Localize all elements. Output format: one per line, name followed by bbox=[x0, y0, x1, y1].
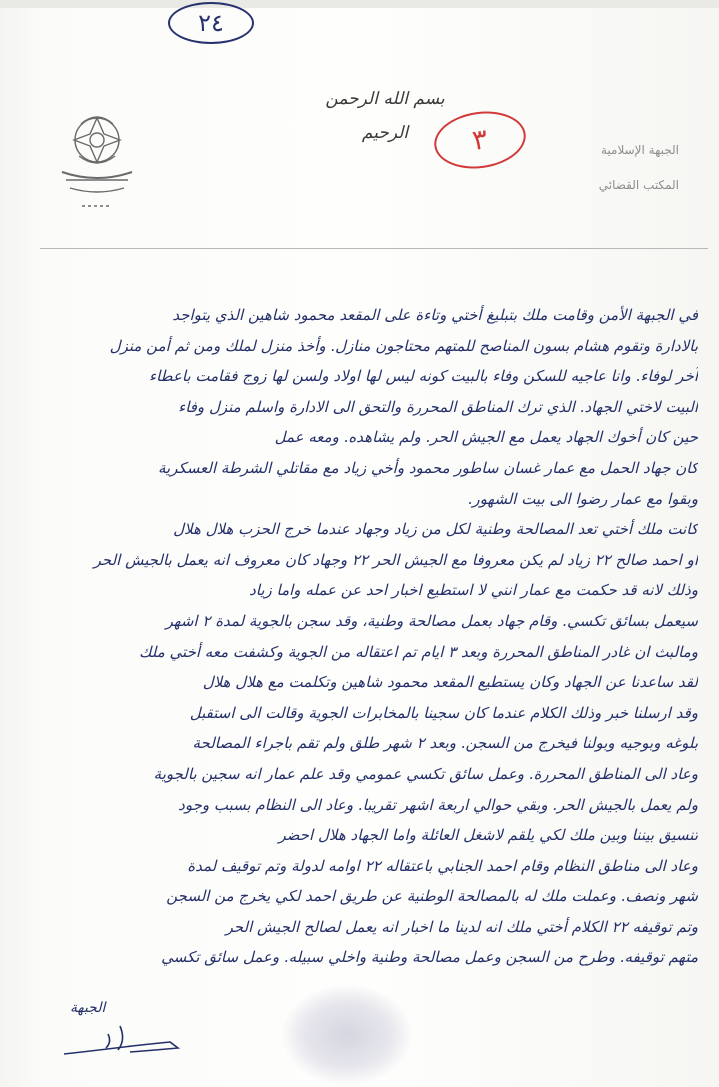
text-line: آخر لوفاء. وانا عاجيه للسكن وفاء بالبيت كونه ليس لها اولاد ولسن لها زوج فقامت باعطاء bbox=[149, 367, 698, 386]
header-divider bbox=[40, 248, 708, 249]
basmala-stamp: بسم الله الرحمن الرحيم bbox=[325, 89, 445, 143]
handwritten-text-body bbox=[58, 300, 698, 973]
folio-number-circle: ٢٤ bbox=[168, 2, 254, 44]
text-line: البيت لاختي الجهاد. الذي ترك المناطق المحررة والتحق الى الادارة واسلم منزل وفاء bbox=[178, 397, 698, 416]
text-line: لقد ساعدنا عن الجهاد وكان يستطيع المقعد محمود شاهين وتكلمت مع هلال هلال bbox=[202, 673, 698, 692]
org-name: الجبهة الإسلامية bbox=[600, 143, 679, 157]
signature-icon bbox=[60, 1020, 190, 1060]
text-line: ولم يعمل بالجيش الحر. وبقي حوالي اربعة اشهر تقريبا. وعاد الى النظام بسبب وجود bbox=[178, 795, 698, 814]
text-line: تنسيق بيننا وبين ملك لكي يلقم لاشغل العائلة واما الجهاد هلال احضر bbox=[278, 826, 698, 845]
org-logo-icon bbox=[52, 110, 142, 220]
top-edge bbox=[0, 0, 719, 8]
text-line: وقد ارسلنا خبر وذلك الكلام عندما كان سجينا بالمخابرات الجوية وقالت الى استقبل bbox=[189, 703, 698, 722]
text-line: بلوغه وبوجيه وبولنا فيخرج من السجن. وبعد ٢ شهر طلق ولم تقم باجراء المصالحة bbox=[192, 734, 698, 753]
signature-label: الجبهة bbox=[70, 1000, 106, 1016]
text-line: حين كان أخوك الجهاد يعمل مع الجيش الحر. ولم يشاهده. ومعه عمل bbox=[274, 428, 698, 447]
text-line: وذلك لانه قد حكمت مع عمار انني لا استطيع اخبار احد عن عمله واما زياد bbox=[249, 581, 698, 600]
org-unit: المكتب القضائي bbox=[598, 178, 679, 192]
text-line: سيعمل بسائق تكسي. وقام جهاد بعمل مصالحة وطنية، وقد سجن بالجوية لمدة ٢ اشهر bbox=[165, 611, 698, 630]
text-line: وتم توقيفه ٢٢ الكلام أختي ملك انه لدينا ما اخبار انه يعمل لصالح الجيش الحر bbox=[225, 917, 698, 936]
text-line: وبقوا مع عمار رضوا الى بيت الشهور. bbox=[467, 489, 698, 508]
page-number-mark: ٣ bbox=[431, 106, 530, 174]
fingerprint-icon bbox=[282, 985, 412, 1085]
org-header bbox=[599, 142, 679, 212]
text-line: شهر ونصف. وعملت ملك له بالمصالحة الوطنية عن طريق احمد لكي يخرج من السجن bbox=[166, 887, 698, 906]
text-line: بالادارة وتقوم هشام بسون المناصح للمتهم محتاجون منازل. وأخذ منزل لملك ومن ثم أمن منزل bbox=[109, 336, 698, 355]
text-line: وعاد الى مناطق النظام وقام احمد الجنابي باعتقاله ٢٢ اوامه لدولة وتم توقيف لمدة bbox=[187, 856, 698, 875]
text-line: متهم توقيفه. وطرح من السجن وعمل مصالحة وطنية واخلي سبيله. وعمل سائق تكسي bbox=[161, 948, 698, 967]
text-line: وعاد الى المناطق المحررة. وعمل سائق تكسي عمومي وقد علم عمار انه سجين بالجوية bbox=[153, 764, 698, 783]
text-line: كانت ملك أختي تعد المصالحة وطنية لكل من زياد وجهاد عندما خرج الحزب هلال هلال bbox=[173, 520, 698, 539]
text-line: كان جهاد الحمل مع عمار غسان ساطور محمود وأخي زياد مع مقاتلي الشرطة العسكرية bbox=[158, 458, 698, 477]
text-line: او احمد صالح ٢٢ زياد لم يكن معروفا مع الجيش الحر ٢٢ وجهاد كان معروف انه يعمل بالجيش الحر bbox=[93, 550, 698, 569]
text-line: في الجبهة الأمن وقامت ملك بتبليغ أختي وتاءة على المقعد محمود شاهين الذي يتواجد bbox=[172, 306, 698, 324]
text-line: ومالبث ان غادر المناطق المحررة وبعد ٣ ايام تم اعتقاله من الجوية وكشفت معه أختي ملك bbox=[139, 642, 698, 661]
